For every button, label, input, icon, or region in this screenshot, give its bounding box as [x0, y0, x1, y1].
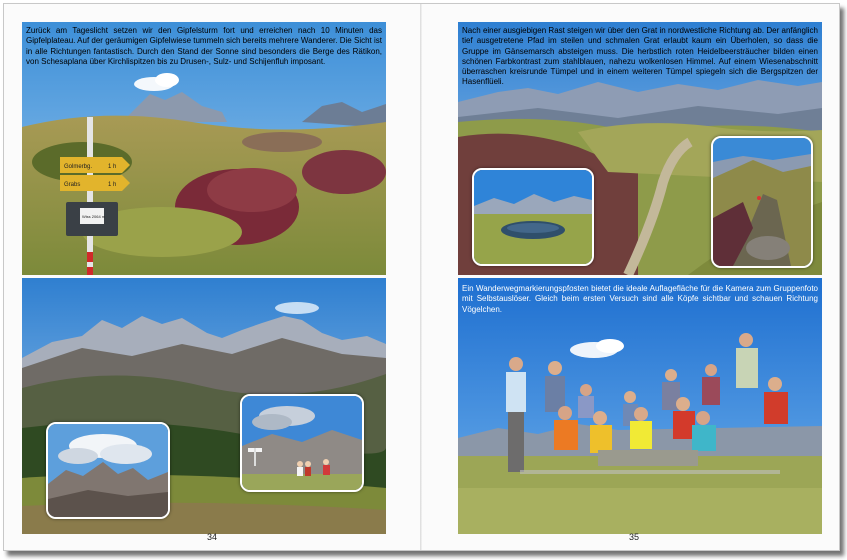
signpost-plate: Wiss 2064 m — [82, 214, 106, 219]
signpost-time-2: 1 h — [108, 182, 117, 188]
inset-pond-photo — [472, 168, 594, 266]
signpost-time-1: 1 h — [108, 164, 117, 170]
raetikon-panorama-photo — [22, 278, 386, 534]
summit-meadow-photo — [22, 22, 386, 275]
signpost-destination-2: Grabs — [64, 182, 81, 188]
ridge-descent-photo — [458, 22, 822, 275]
right-middle-caption: Ein Wanderwegmarkierungspfosten bietet die ideale Auflagefläche für die Kamera zum Gruppenfoto mit Selbstauslöser. Gleich beim ersten Versuch sind alle Köpfe sichtbar und schauen Richtung Vögelchen. — [462, 284, 818, 314]
inset-ridge-hikers-photo — [711, 136, 813, 268]
right-top-caption: Nach einer ausgiebigen Rast steigen wir über den Grat in nordwestliche Richtung ab. Der anfänglich tief ausgetretene Pfad im steilen und schmalen Grat erlaubt kaum ein Überholen, so dass die Gruppe im Gänsemarsch absteigen muss. Die herbstlich roten Heidelbeersträucher bilden einen schönen Farbkontrast zum stahlblauen, nahezu wolkenlosen Himmel. Auf einem Wiesenabschnitt überraschen kreisrunde Tümpel und in einem weiteren Tümpel spiegeln sich die Bergspitzen der Hasenflüeli. — [462, 26, 818, 87]
inset-clouds-peaks-photo — [46, 422, 170, 519]
signpost-destination-1: Golmerbg. — [64, 164, 93, 170]
page-number-left: 34 — [206, 532, 217, 542]
inset-hikers-photo — [240, 394, 364, 492]
group-photo — [458, 278, 822, 534]
page-number-right: 35 — [628, 532, 639, 542]
right-page — [422, 4, 839, 550]
left-page — [4, 4, 421, 550]
left-caption: Zurück am Tageslicht setzen wir den Gipfelsturm fort und erreichen nach 10 Minuten das Gipfelplateau. Auf der geräumigen Gipfelwiese tummeln sich bereits mehrere Wanderer. Die Sicht ist in alle Richtungen fantastisch. Durch den Stand der Sonne sind besonders die Berge des Rätikon, von Schesaplana über Kirchlispitzen bis zu Drusen-, Sulz- und Schijenfluh imposant. — [26, 26, 382, 66]
photo-book-spread — [3, 3, 840, 551]
